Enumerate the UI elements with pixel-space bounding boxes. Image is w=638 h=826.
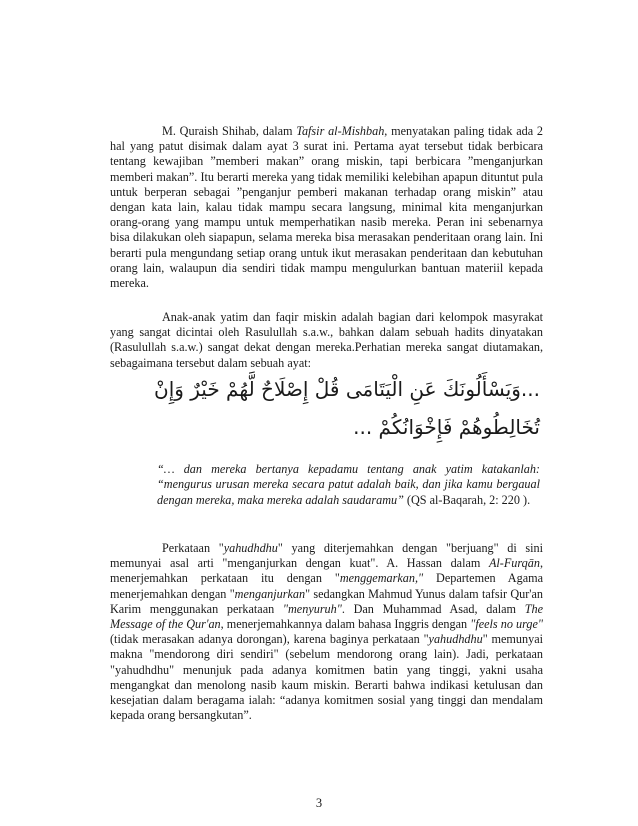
p3-italic-f: The Message of the Qur'an <box>110 601 543 632</box>
p3-italic-g: "feels no urge" <box>470 617 543 632</box>
p3-italic-d: menganjurkan <box>234 586 306 601</box>
arabic-verse-line-2: تُخَالِطُوهُمْ فَإِخْوَانُكُمْ ... <box>353 415 540 439</box>
p3-text-h: (tidak merasakan adanya dorongan), karena baginya perkataan " <box>110 632 429 647</box>
paragraph-quraish-shihab <box>110 124 543 291</box>
p1-book-title: Tafsir al-Mishbah <box>296 124 385 138</box>
p3-italic-e: "menyuruh" <box>282 601 342 616</box>
p2-text: Anak-anak yatim dan faqir miskin adalah bagian dari kelompok masyrakat yang sangat dicintai oleh Rasulullah s.a.w., bahkan dalam sebuah hadits dinyatakan (Rasulullah s.a.w.) sangat dekat dengan mereka.Perhatian mereka sangat diutamakan, sebagaimana tersebut dalam sebuah ayat: <box>110 310 543 370</box>
p1-text-b: , menyatakan paling tidak ada 2 hal yang patut disimak dalam ayat 3 surat ini. Pertama ayat tersebut tidak berbicara tentang kewajiban ”memberi makan” orang miskin, tapi berbicara ”menganjurkan memberi makan”. Itu berarti mereka yang tidak memiliki kelebihan apapun dituntut pula untuk berperan sebagai ”penganjur pemberi makanan terhadap orang miskin” atau dengan kata lain, kalau tidak mampu secara langsung, minimal kita menganjurkan orang-orang yang mampu untuk memperhatikan nasib mereka. Peran ini sebenarnya bisa dilakukan oleh siapapun, selama mereka bisa merasakan penderitaan orang lain. Ini berarti pula mengundang setiap orang untuk ikut merasakan penderitaan dan kebutuhan orang lain, walaupun dia sendiri tidak mampu mengulurkan bantuan materiil kepada mereka. <box>110 124 543 291</box>
quote-reference: (QS al-Baqarah, 2: 220 ). <box>403 492 531 507</box>
p3-text-a: Perkataan " <box>162 541 224 555</box>
arabic-verse-line-1: ...وَيَسْأَلُونَكَ عَنِ الْيَتَامَى قُلْ إِصْلَاحٌ لَّهُمْ خَيْرٌ وَإِنْ <box>154 377 540 401</box>
p3-text-f: . Dan Muhammad Asad, dalam <box>341 601 525 616</box>
p1-text-a: M. Quraish Shihab, dalam <box>162 124 297 138</box>
verse-translation-quote <box>157 462 540 508</box>
p3-text-g: , menerjemahkannya dalam bahasa Inggris dengan <box>220 617 471 632</box>
p3-text-c: , menerjemahkan perkataan itu dengan " <box>110 556 543 586</box>
p3-italic-h: yahudhdhu <box>428 632 483 647</box>
p3-text-e: " sedangkan Mahmud Yunus dalam tafsir Qur'an Karim menggunakan perkataan <box>110 586 543 616</box>
p3-italic-a: yahudhdhu <box>223 541 278 555</box>
paragraph-yahudhdhu <box>110 541 543 723</box>
p3-italic-b: Al-Furqān <box>488 556 540 571</box>
p3-text-d: Departemen Agama menerjemahkan dengan " <box>110 571 543 601</box>
page-number: 3 <box>315 796 323 810</box>
p3-italic-c: menggemarkan," <box>339 571 424 586</box>
paragraph-anak-yatim <box>110 310 543 371</box>
p3-text-b: " yang diterjemahkan dengan "berjuang" di sini memunyai asal arti "menganjurkan dengan kuat". A. Hassan dalam <box>110 541 544 571</box>
quote-text: “… dan mereka bertanya kepadamu tentang anak yatim katakanlah: “mengurus urusan mereka secara patut adalah baik, dan jika kamu bergaual dengan mereka, maka mereka adalah saudaramu” <box>157 462 540 507</box>
p3-text-i: " memunyai makna "mendorong diri sendiri" (sebelum mendorong orang lain). Jadi, perkataan "yahudhdhu" menunjuk pada adanya komitmen batin yang tinggi, yakni usaha mengangkat dan menolong nasib kaum miskin. Berarti bahwa indikasi ketulusan dan kesejatian dalam beragama ialah: “adanya komitmen sosial yang tinggi dan mendalam kepada orang bersangkutan”. <box>110 632 543 723</box>
